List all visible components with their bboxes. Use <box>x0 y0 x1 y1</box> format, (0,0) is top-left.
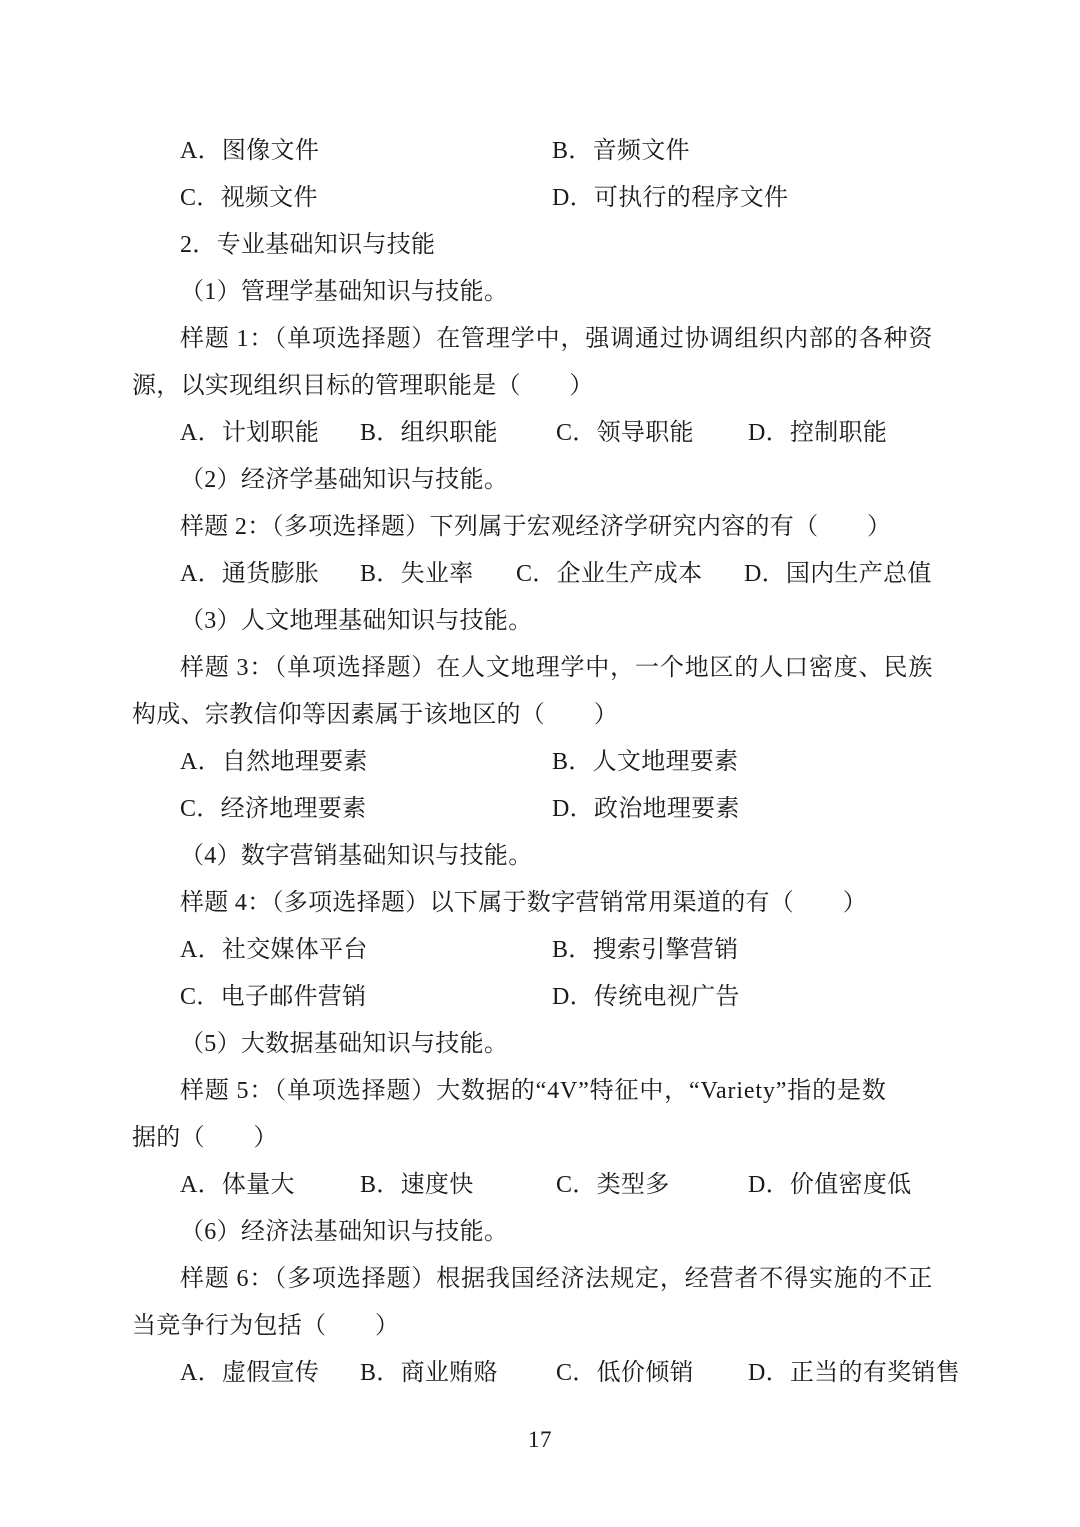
question-text: 当竞争行为包括（ ） <box>132 1313 400 1339</box>
option-b: B．音频文件 <box>552 138 690 164</box>
option-c: C．领导职能 <box>556 420 694 446</box>
option-a: A．社交媒体平台 <box>180 937 368 963</box>
question-5-line-2 <box>132 1115 948 1162</box>
option-c: C．企业生产成本 <box>516 561 703 587</box>
options-row-4col <box>132 551 948 598</box>
subsection-heading-text: （5）大数据基础知识与技能。 <box>180 1031 509 1057</box>
subsection-heading-5 <box>132 1021 948 1068</box>
question-text: 源，以实现组织目标的管理职能是（ ） <box>132 373 594 399</box>
question-6-line-2 <box>132 1303 948 1350</box>
option-a: A．计划职能 <box>180 420 320 446</box>
section-heading <box>132 222 948 269</box>
options-row-2col <box>132 739 948 786</box>
section-heading-text: 2．专业基础知识与技能 <box>180 232 436 258</box>
subsection-heading-text: （3）人文地理基础知识与技能。 <box>180 608 533 634</box>
question-4-line-1 <box>132 880 948 927</box>
question-text: 样题 1：（单项选择题）在管理学中，强调通过协调组织内部的各种资 <box>180 326 934 352</box>
question-text: 构成、宗教信仰等因素属于该地区的（ ） <box>132 702 618 728</box>
option-a: A．通货膨胀 <box>180 561 320 587</box>
option-a: A．体量大 <box>180 1172 295 1198</box>
option-a: A．图像文件 <box>180 138 320 164</box>
option-b: B．失业率 <box>360 561 474 587</box>
option-d: D．传统电视广告 <box>552 984 740 1010</box>
subsection-heading-text: （4）数字营销基础知识与技能。 <box>180 843 533 869</box>
page-number: 17 <box>528 1427 552 1452</box>
subsection-heading-text: （2）经济学基础知识与技能。 <box>180 467 509 493</box>
subsection-heading-4 <box>132 833 948 880</box>
question-1-line-2 <box>132 363 948 410</box>
question-text: 样题 6：（多项选择题）根据我国经济法规定，经营者不得实施的不正 <box>180 1266 934 1292</box>
question-3-line-2 <box>132 692 948 739</box>
question-1-line-1 <box>132 316 948 363</box>
option-c: C．类型多 <box>556 1172 670 1198</box>
options-row-2col <box>132 128 948 175</box>
options-row-4col <box>132 410 948 457</box>
options-row-4col <box>132 1162 948 1209</box>
option-d: D．可执行的程序文件 <box>552 185 789 211</box>
options-row-2col <box>132 927 948 974</box>
option-b: B．组织职能 <box>360 420 498 446</box>
question-text: 样题 2：（多项选择题）下列属于宏观经济学研究内容的有（ ） <box>180 514 892 540</box>
option-b: B．人文地理要素 <box>552 749 739 775</box>
option-d: D．正当的有奖销售 <box>748 1360 961 1386</box>
option-d: D．控制职能 <box>748 420 888 446</box>
question-5-line-1 <box>132 1068 948 1115</box>
option-b: B．商业贿赂 <box>360 1360 498 1386</box>
option-d: D．价值密度低 <box>748 1172 912 1198</box>
subsection-heading-text: （6）经济法基础知识与技能。 <box>180 1219 509 1245</box>
option-b: B．速度快 <box>360 1172 474 1198</box>
question-text: 样题 5：（单项选择题）大数据的“4V”特征中，“Variety”指的是数 <box>180 1078 887 1104</box>
subsection-heading-2 <box>132 457 948 504</box>
question-3-line-1 <box>132 645 948 692</box>
option-c: C．低价倾销 <box>556 1360 694 1386</box>
option-a: A．自然地理要素 <box>180 749 368 775</box>
question-text: 样题 3：（单项选择题）在人文地理学中，一个地区的人口密度、民族 <box>180 655 934 681</box>
question-text: 据的（ ） <box>132 1125 278 1151</box>
option-c: C．视频文件 <box>180 185 318 211</box>
options-row-2col <box>132 175 948 222</box>
subsection-heading-text: （1）管理学基础知识与技能。 <box>180 279 509 305</box>
option-c: C．经济地理要素 <box>180 796 367 822</box>
options-row-2col <box>132 786 948 833</box>
question-6-line-1 <box>132 1256 948 1303</box>
subsection-heading-6 <box>132 1209 948 1256</box>
option-a: A．虚假宣传 <box>180 1360 320 1386</box>
document-page <box>132 128 961 1397</box>
option-d: D．政治地理要素 <box>552 796 740 822</box>
question-text: 样题 4：（多项选择题）以下属于数字营销常用渠道的有（ ） <box>180 890 867 916</box>
subsection-heading-1 <box>132 269 948 316</box>
subsection-heading-3 <box>132 598 948 645</box>
option-d: D．国内生产总值 <box>744 561 932 587</box>
question-2-line-1 <box>132 504 948 551</box>
option-b: B．搜索引擎营销 <box>552 937 739 963</box>
options-row-2col <box>132 974 948 1021</box>
option-c: C．电子邮件营销 <box>180 984 367 1010</box>
options-row-4col <box>132 1350 961 1397</box>
